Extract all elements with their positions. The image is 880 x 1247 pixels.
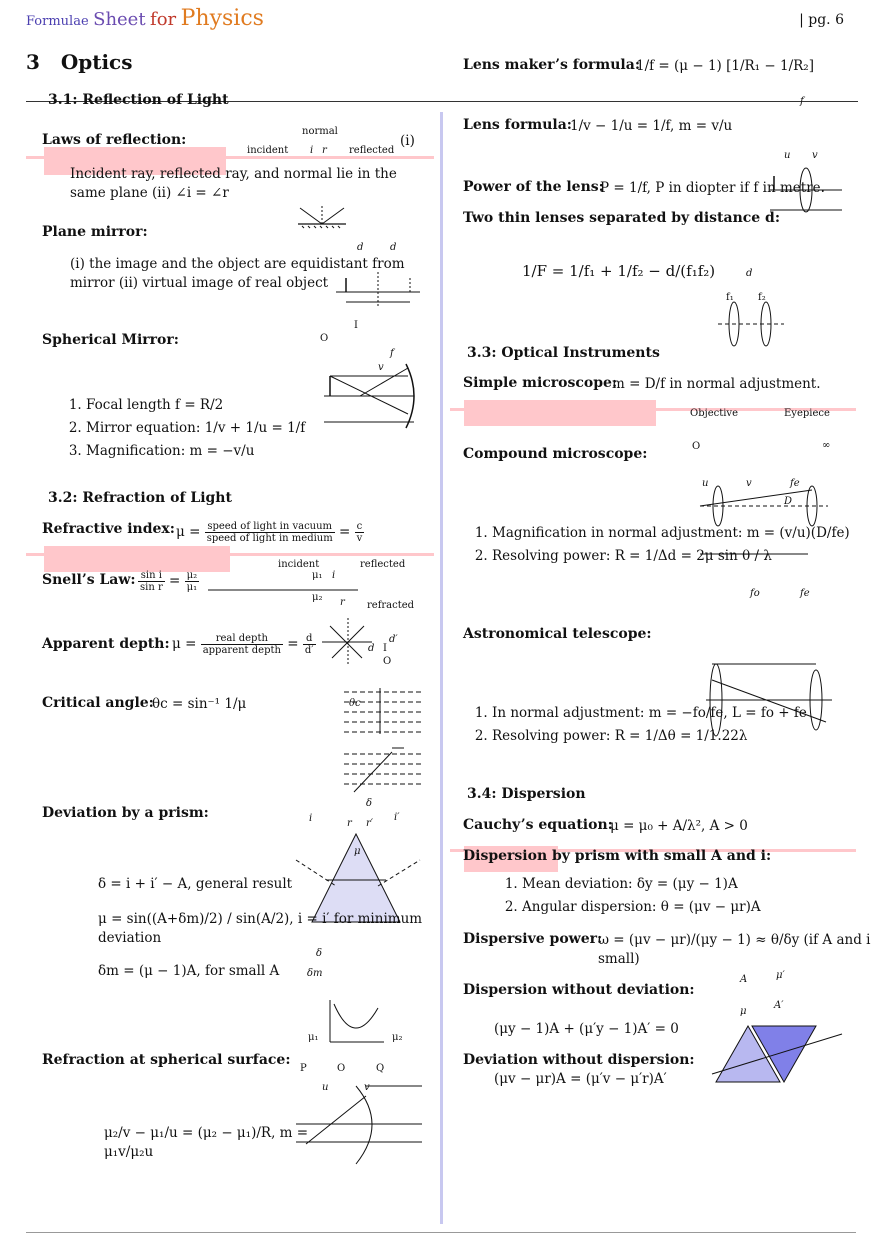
lens-formula-label: Lens formula: <box>463 117 572 133</box>
critical-formula: θc = sin⁻¹ 1/μ <box>152 696 247 712</box>
ri-cv-fraction <box>355 521 365 544</box>
power-label: Power of the lens: <box>463 179 604 195</box>
fig-lens-v: v <box>812 150 818 161</box>
apparent-depth: apparent depth <box>202 645 281 656</box>
section-number: 3 <box>26 50 40 74</box>
list-item: 2. Mirror equation: 1/v + 1/u = 1/f <box>86 417 326 440</box>
ri-eq: = <box>339 524 351 540</box>
fig-f2: f₂ <box>758 292 766 303</box>
subsection-3-4-title: 3.4: Dispersion <box>467 786 586 802</box>
highlight-line <box>26 156 434 159</box>
fig-r: r <box>340 597 345 608</box>
telescope-list <box>470 702 864 748</box>
dispersion-without-deviation-formula: (μy − 1)A + (μ′y − 1)A′ = 0 <box>494 1021 679 1037</box>
fig-eyepiece: Eyepiece <box>784 408 830 419</box>
fig-u: u <box>322 1082 329 1093</box>
fig-lens-f: f <box>800 96 804 107</box>
fig-i-label: i <box>310 145 314 156</box>
fig-mu-prime: μ′ <box>776 970 785 981</box>
fig-comp-fe: fe <box>790 478 800 489</box>
prism-min: μ = sin((A+δm)/2) / sin(A/2), i = i′ for minimum deviation <box>98 911 423 946</box>
fig-prism-r-prime: r′ <box>366 818 374 829</box>
critical-angle-figure <box>344 688 422 734</box>
fig-objective: Objective <box>690 408 739 419</box>
ri-denominator: speed of light in medium <box>206 533 333 544</box>
spherical-surface-formula: μ₂/v − μ₁/u = (μ₂ − μ₁)/R, m = μ₁v/μ₂u <box>104 1125 309 1160</box>
apparent-depth-figure <box>322 618 375 668</box>
fig-two-d: d <box>746 268 753 279</box>
real-depth: real depth <box>201 633 283 645</box>
fig-curve-mu2: μ₂ <box>392 1032 403 1043</box>
critical-angle-label: Critical angle: <box>42 695 154 711</box>
list-item: 1. Magnification in normal adjustment: m = (v/u)(D/fe) <box>492 522 864 545</box>
sin-r: sin r <box>140 582 163 593</box>
subsection-3-1-title: 3.1: Reflection of Light <box>48 92 229 108</box>
fig-mu1: μ₁ <box>312 570 323 581</box>
sheet-title <box>26 6 264 31</box>
spherical-surface-label: Refraction at spherical surface: <box>42 1052 291 1068</box>
fig-v: v <box>378 362 384 373</box>
highlight-band <box>44 546 230 572</box>
apparent-formula <box>172 633 316 656</box>
ri-numerator: speed of light in vacuum <box>205 521 335 533</box>
subsection-3-3-title: 3.3: Optical Instruments <box>467 345 660 361</box>
fig-prism-r: r <box>347 818 352 829</box>
sin-i: sin i <box>138 570 165 582</box>
lens-formula: 1/v − 1/u = 1/f, m = v/u <box>570 118 733 134</box>
fig-f1: f₁ <box>726 292 734 303</box>
fig-comp-O: O <box>692 441 701 452</box>
ri-v: v <box>356 533 363 544</box>
power-formula: P = 1/f, P in diopter if f in metre. <box>600 180 825 196</box>
fig-f: f <box>390 348 394 359</box>
deviation-without-dispersion-label: Deviation without dispersion: <box>463 1052 695 1068</box>
fig-Q: Q <box>376 1063 385 1074</box>
laws-of-reflection-label: Laws of reflection: <box>42 132 187 148</box>
two-lenses-formula: 1/F = 1/f₁ + 1/f₂ − d/(f₁f₂) <box>522 262 716 280</box>
fig-mu2: μ₂ <box>312 592 323 603</box>
ri-c: c <box>355 521 365 533</box>
apparent-eq: = <box>287 636 299 652</box>
dispersive-power-formula: ω = (μv − μr)/(μy − 1) ≈ θ/δy (if A and i small) <box>598 932 871 967</box>
fig-P: P <box>300 1063 307 1074</box>
list-item: 1. In normal adjustment: m = −fo/fe, L = fo + fe <box>492 702 864 725</box>
spherical-mirror-label: Spherical Mirror: <box>42 332 179 348</box>
snell-formula <box>138 570 199 593</box>
subsection-3-2-title: 3.2: Refraction of Light <box>48 490 232 506</box>
snell-sin-fraction <box>138 570 165 593</box>
compound-microscope-label: Compound microscope: <box>463 446 648 462</box>
list-item: 2. Resolving power: R = 1/Δd = 2μ sin θ / λ <box>492 545 864 568</box>
title-word-for: for <box>150 9 177 30</box>
fig-lens-u: u <box>784 150 791 161</box>
fig-A-prime: A′ <box>774 1000 784 1011</box>
apparent-fraction <box>201 633 283 656</box>
list-item: 1. Mean deviation: δy = (μy − 1)A <box>522 873 862 896</box>
fig-delta: δ <box>366 798 373 809</box>
laws-text: Incident ray, reflected ray, and normal lie in the same plane (ii) ∠i = ∠r <box>70 166 397 201</box>
dispersive-power-label: Dispersive power: <box>463 931 603 947</box>
spherical-mirror-figure <box>324 362 420 430</box>
list-item: 2. Resolving power: R = 1/Δθ = 1/1.22λ <box>492 725 864 748</box>
fig-comp-u: u <box>702 478 709 489</box>
dispersion-prism-label: Dispersion by prism with small A and i: <box>463 848 772 864</box>
tir-figure <box>344 746 422 794</box>
apparent-lhs: μ = <box>172 636 197 652</box>
plane-mirror-figure <box>336 272 420 310</box>
deviation-curve <box>328 1000 384 1044</box>
fig-r-label: r <box>322 145 327 156</box>
fig-I: I <box>354 320 358 331</box>
column-divider <box>440 112 443 1224</box>
compound-list <box>470 522 864 568</box>
snell-eq: = <box>169 573 181 589</box>
deviation-without-dispersion-formula: (μv − μr)A = (μ′v − μ′r)A′ <box>494 1071 667 1087</box>
fig-i: i <box>332 570 336 581</box>
spherical-mirror-list <box>64 394 326 463</box>
fig-O: O <box>320 333 329 344</box>
two-lenses-figure <box>718 300 784 352</box>
fig-prism-mu: μ <box>354 846 361 857</box>
reflection-figure <box>296 204 348 228</box>
fig-incident-label: incident <box>247 145 289 156</box>
snell-mu2: μ₂ <box>186 570 198 581</box>
fig-infinity: ∞ <box>822 440 831 451</box>
refractive-index-label: Refractive index: <box>42 521 175 537</box>
fig-comp-v: v <box>746 478 752 489</box>
ri-formula <box>176 521 364 544</box>
plane-mirror-label: Plane mirror: <box>42 224 148 240</box>
section-heading <box>26 50 133 74</box>
fig-curve-mu1: μ₁ <box>308 1032 319 1043</box>
fig-d: d <box>368 643 375 654</box>
fig-prism-i-prime: i′ <box>394 812 400 823</box>
prism-label: Deviation by a prism: <box>42 805 209 821</box>
ri-fraction <box>205 521 335 544</box>
cauchy-label: Cauchy’s equation: <box>463 817 613 833</box>
fig-reflected: reflected <box>360 559 406 570</box>
fig-apparent-O: O <box>383 656 392 667</box>
laws-tag: (i) <box>400 133 415 149</box>
fig-theta-c: θc <box>349 698 361 709</box>
list-item: 2. Angular dispersion: θ = (μv − μr)A <box>522 896 862 919</box>
snells-law-label: Snell’s Law: <box>42 572 136 588</box>
highlight-band <box>464 400 656 426</box>
dispersion-list <box>500 873 862 919</box>
lens-maker-formula: 1/f = (μ − 1) [1/R₁ − 1/R₂] <box>636 58 814 74</box>
apparent-depth-label: Apparent depth: <box>42 636 170 652</box>
title-word-formulae: Formulae <box>26 14 89 29</box>
fig-fe: fe <box>800 588 810 599</box>
fig-reflected-label: reflected <box>349 145 395 156</box>
prism-combination-figure <box>712 1024 842 1084</box>
fig-A: A <box>740 974 748 985</box>
d-prime: d′ <box>304 645 314 656</box>
fig-apparent-I: I <box>383 643 387 654</box>
fig-incident: incident <box>278 559 320 570</box>
section-title: Optics <box>60 50 133 74</box>
d: d <box>303 633 316 645</box>
title-word-sheet: Sheet <box>93 9 146 30</box>
d-fraction <box>303 633 316 656</box>
fig-refracted: refracted <box>367 600 415 611</box>
fig-d2: d <box>390 242 397 253</box>
fig-v2: v <box>364 1082 370 1093</box>
prism-small: δm = (μ − 1)A, for small A <box>98 963 280 979</box>
cauchy-formula: μ = μ₀ + A/λ², A > 0 <box>610 818 748 834</box>
snell-mu-fraction <box>185 570 200 593</box>
fig-normal-label: normal <box>302 126 338 137</box>
bottom-rule <box>26 1232 856 1233</box>
ri-lhs: μ = <box>176 524 201 540</box>
two-lenses-label: Two thin lenses separated by distance d: <box>463 210 781 226</box>
interface-line <box>208 588 358 592</box>
prism-general: δ = i + i′ − A, general result <box>98 876 293 892</box>
fig-delta-m: δm <box>307 968 323 979</box>
astronomical-telescope-label: Astronomical telescope: <box>463 626 652 642</box>
simple-microscope-text: m = D/f in normal adjustment. <box>612 376 821 392</box>
simple-microscope-label: Simple microscope: <box>463 375 618 391</box>
fig-fo: fo <box>750 588 760 599</box>
fig-mu: μ <box>740 1006 747 1017</box>
dispersion-without-deviation-label: Dispersion without deviation: <box>463 982 695 998</box>
plane-mirror-text: (i) the image and the object are equidistant from mirror (ii) virtual image of real object <box>70 256 405 291</box>
fig-d-prime: d′ <box>389 634 398 645</box>
fig-delta2: δ <box>316 948 323 959</box>
title-word-physics: Physics <box>180 6 264 31</box>
fig-prism-i: i <box>309 813 313 824</box>
fig-comp-D: D <box>784 496 793 507</box>
list-item: 3. Magnification: m = −v/u <box>86 440 326 463</box>
page-number: | pg. 6 <box>799 12 844 28</box>
list-item: 1. Focal length f = R/2 <box>86 394 326 417</box>
lens-maker-label: Lens maker’s formula: <box>463 57 640 73</box>
highlight-line <box>26 553 434 556</box>
snell-mu1: μ₁ <box>186 582 198 593</box>
fig-d1: d <box>357 242 364 253</box>
fig-O2: O <box>337 1063 346 1074</box>
